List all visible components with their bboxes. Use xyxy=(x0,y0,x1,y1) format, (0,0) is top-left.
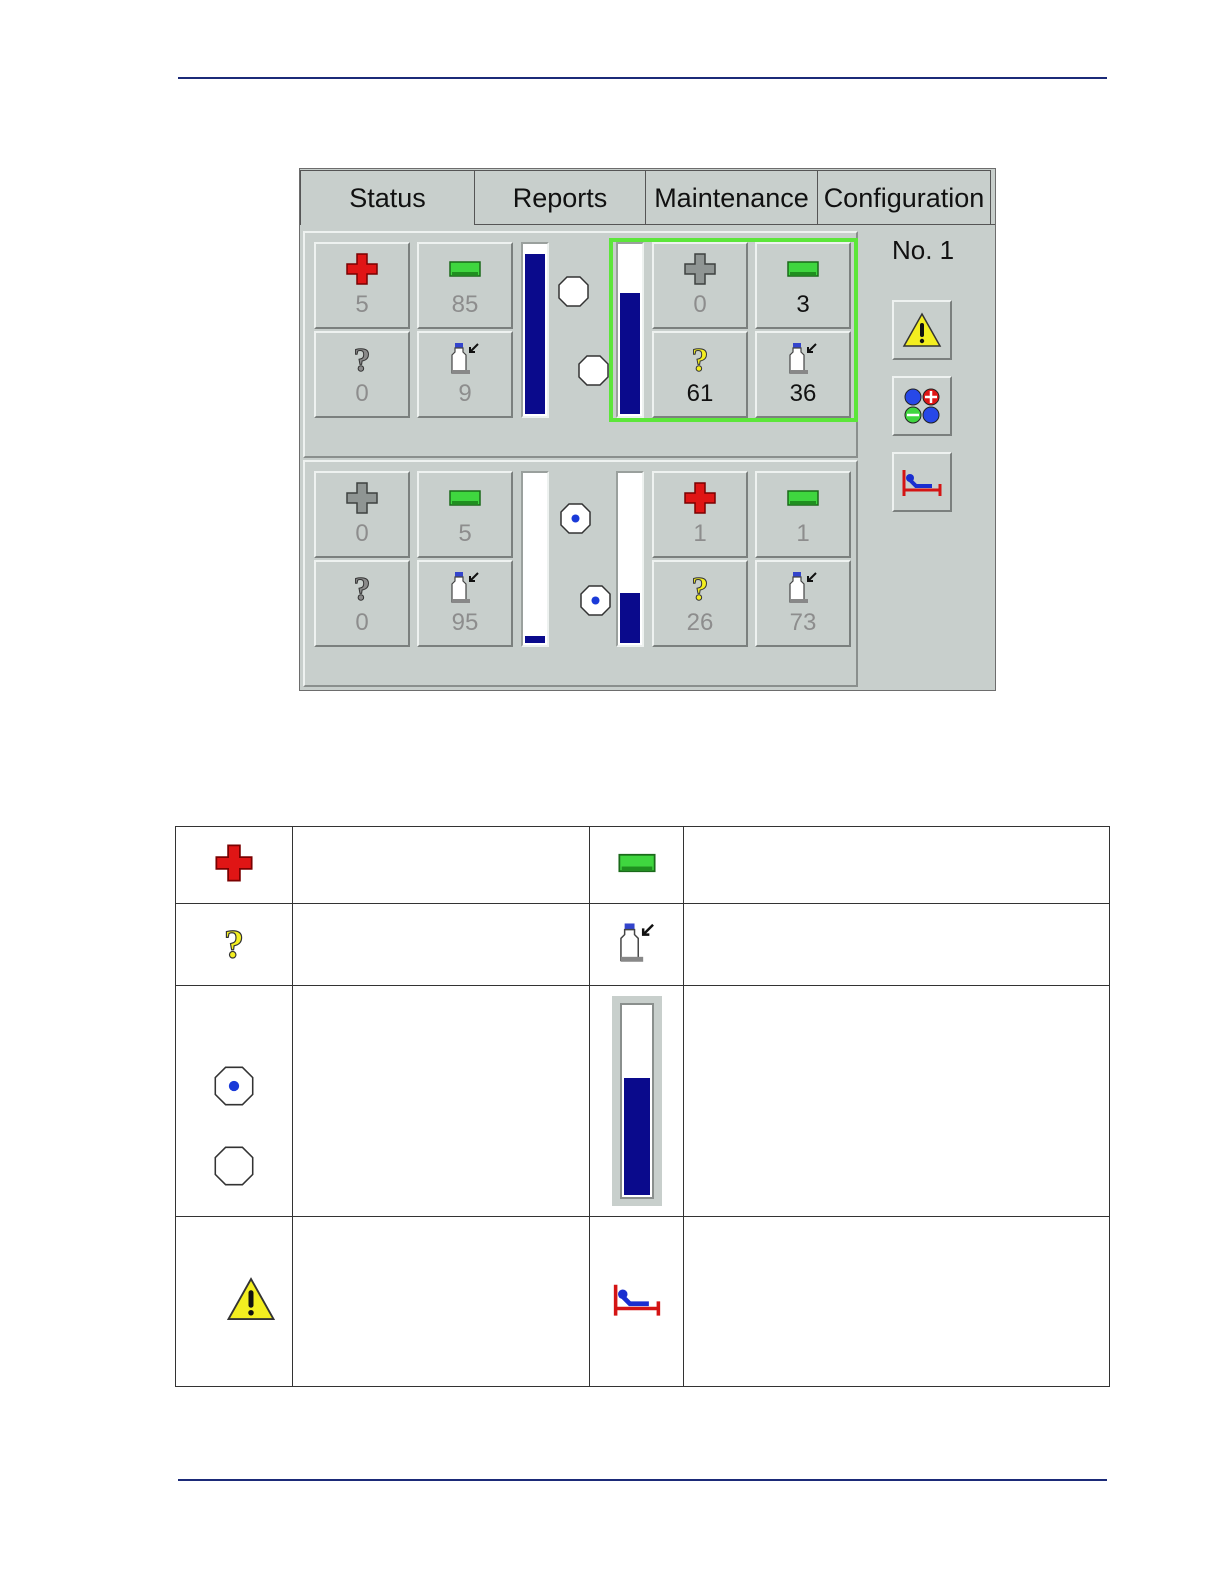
count-value: 3 xyxy=(796,291,810,318)
count-cell-minus[interactable] xyxy=(755,242,851,329)
dot-indicator-icon[interactable] xyxy=(560,503,591,534)
red-cross-icon xyxy=(214,843,254,883)
warning-icon xyxy=(902,312,942,348)
patient-bed-icon xyxy=(901,466,943,498)
legend-description xyxy=(684,986,1110,1217)
bottle-icon xyxy=(786,341,820,375)
svg-text:?: ? xyxy=(224,922,244,962)
count-cell-bottle[interactable] xyxy=(755,331,851,418)
green-minus-icon xyxy=(617,843,657,883)
green-minus-icon xyxy=(448,481,482,515)
count-value: 5 xyxy=(355,291,369,318)
count-value: 0 xyxy=(693,291,707,318)
svg-text:?: ? xyxy=(691,342,709,375)
icon-legend-table xyxy=(175,826,1110,1387)
count-cell-cross[interactable] xyxy=(652,471,748,558)
yellow-question-icon xyxy=(683,341,717,375)
legend-cell xyxy=(176,827,293,904)
tab-configuration[interactable]: Configuration xyxy=(817,170,991,225)
count-value: 26 xyxy=(686,609,714,636)
count-value: 85 xyxy=(451,291,479,318)
level-fill xyxy=(624,1078,650,1195)
green-minus-icon xyxy=(448,252,482,286)
legend-description xyxy=(293,1217,590,1387)
tab-maintenance[interactable]: Maintenance xyxy=(645,170,818,225)
count-value: 0 xyxy=(355,380,369,407)
legend-description xyxy=(684,1217,1110,1387)
patient-button[interactable] xyxy=(892,452,952,512)
level-fill xyxy=(525,254,545,414)
legend-cell xyxy=(176,986,293,1217)
warning-icon xyxy=(226,1276,276,1322)
bottle-icon xyxy=(616,921,658,963)
dot-indicator-icon[interactable] xyxy=(580,585,611,616)
level-bar-left xyxy=(521,242,549,418)
bottle-icon xyxy=(786,570,820,604)
gray-cross-icon xyxy=(345,481,379,515)
yellow-question-icon xyxy=(214,922,254,962)
legend-cell xyxy=(176,1217,293,1387)
count-value: 5 xyxy=(458,520,472,547)
svg-text:?: ? xyxy=(353,571,371,604)
level-fill xyxy=(620,593,640,643)
tray-panel-1 xyxy=(303,231,858,458)
count-value: 1 xyxy=(693,520,707,547)
count-value: 36 xyxy=(789,380,817,407)
svg-text:?: ? xyxy=(353,342,371,375)
count-value: 95 xyxy=(451,609,479,636)
count-cell-question[interactable] xyxy=(652,331,748,418)
count-cell-cross[interactable] xyxy=(314,242,410,329)
bottle-icon xyxy=(448,341,482,375)
count-value: 1 xyxy=(796,520,810,547)
empty-indicator-icon[interactable] xyxy=(558,276,589,307)
legend-description xyxy=(684,904,1110,986)
tray-panel-2 xyxy=(303,460,858,687)
gray-question-icon xyxy=(345,341,379,375)
level-bar-right xyxy=(616,471,644,647)
count-cell-question[interactable] xyxy=(314,560,410,647)
empty-indicator-icon xyxy=(214,1146,254,1186)
legend-description xyxy=(293,827,590,904)
tray-status-icon xyxy=(902,386,942,426)
tray-status-button[interactable] xyxy=(892,376,952,436)
level-bar-left xyxy=(521,471,549,647)
level-fill xyxy=(525,636,545,643)
count-cell-cross[interactable] xyxy=(314,471,410,558)
gray-cross-icon xyxy=(683,252,717,286)
bottle-icon xyxy=(448,570,482,604)
legend-description xyxy=(293,904,590,986)
legend-cell xyxy=(590,904,684,986)
count-cell-bottle[interactable] xyxy=(417,331,513,418)
device-screen xyxy=(299,168,996,691)
tab-status[interactable]: Status xyxy=(300,170,475,225)
count-value: 0 xyxy=(355,520,369,547)
legend-cell xyxy=(590,986,684,1217)
tab-reports[interactable]: Reports xyxy=(474,170,646,225)
count-value: 61 xyxy=(686,380,714,407)
count-cell-cross[interactable] xyxy=(652,242,748,329)
count-cell-minus[interactable] xyxy=(417,242,513,329)
dot-indicator-icon xyxy=(214,1066,254,1106)
legend-description xyxy=(293,986,590,1217)
count-value: 73 xyxy=(789,609,817,636)
empty-indicator-icon[interactable] xyxy=(578,355,609,386)
count-cell-minus[interactable] xyxy=(755,471,851,558)
header-rule xyxy=(178,77,1107,79)
green-minus-icon xyxy=(786,481,820,515)
red-cross-icon xyxy=(345,252,379,286)
count-cell-question[interactable] xyxy=(652,560,748,647)
unit-label: No. 1 xyxy=(892,235,955,265)
legend-cell xyxy=(590,1217,684,1387)
legend-cell xyxy=(590,827,684,904)
yellow-question-icon xyxy=(683,570,717,604)
patient-bed-icon xyxy=(612,1280,662,1318)
count-value: 9 xyxy=(458,380,472,407)
count-value: 0 xyxy=(355,609,369,636)
warning-button[interactable] xyxy=(892,300,952,360)
count-cell-minus[interactable] xyxy=(417,471,513,558)
legend-description xyxy=(684,827,1110,904)
count-cell-question[interactable] xyxy=(314,331,410,418)
count-cell-bottle[interactable] xyxy=(417,560,513,647)
red-cross-icon xyxy=(683,481,717,515)
gray-question-icon xyxy=(345,570,379,604)
footer-rule xyxy=(178,1479,1107,1481)
count-cell-bottle[interactable] xyxy=(755,560,851,647)
legend-cell xyxy=(176,904,293,986)
tab-divider xyxy=(474,224,995,225)
green-minus-icon xyxy=(786,252,820,286)
level-bar-icon xyxy=(612,996,662,1206)
svg-text:?: ? xyxy=(691,571,709,604)
